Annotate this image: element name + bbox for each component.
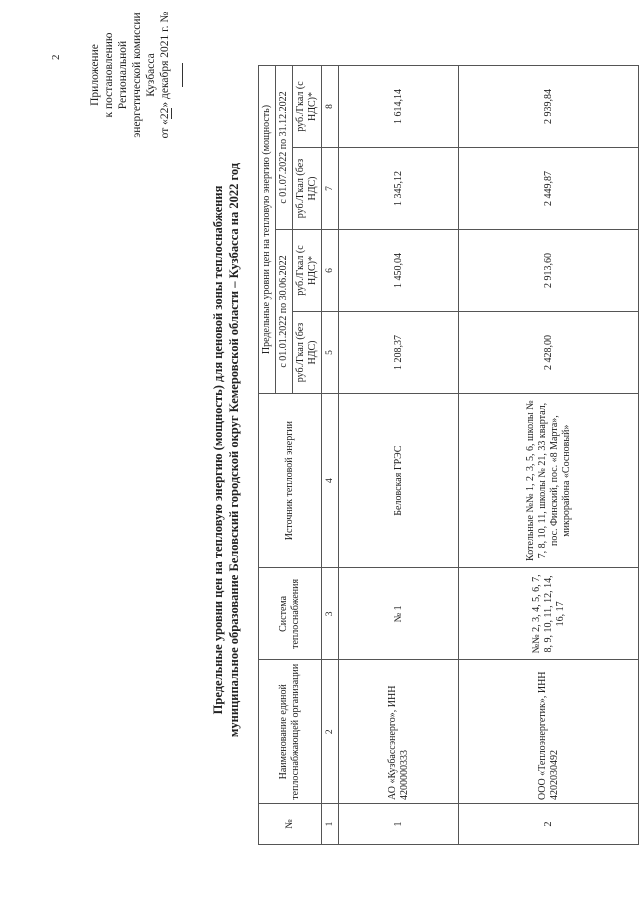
row-p2-incl: 1 614,14 xyxy=(339,66,459,148)
col-index: 4 xyxy=(322,394,339,568)
row-p1-incl: 1 450,04 xyxy=(339,230,459,312)
row-p2-excl: 2 449,87 xyxy=(459,148,639,230)
header-p1-incl: руб./Гкал (с НДС)* xyxy=(293,230,322,312)
header-num: № xyxy=(259,804,322,845)
col-index: 1 xyxy=(322,804,339,845)
appendix-block xyxy=(88,0,187,150)
header-p2-incl: руб./Гкал (с НДС)* xyxy=(293,66,322,148)
tariff-table xyxy=(258,65,639,845)
handwritten-number xyxy=(172,63,183,87)
row-p1-excl: 2 428,00 xyxy=(459,312,639,394)
row-p2-excl: 1 345,12 xyxy=(339,148,459,230)
table-row xyxy=(339,66,459,845)
col-index: 3 xyxy=(322,568,339,660)
row-num: 2 xyxy=(459,804,639,845)
appendix-line1: Приложение xyxy=(89,44,101,106)
appendix-date-prefix: от « xyxy=(159,119,171,139)
title-line1: Предельные уровни цен на тепловую энергию (мощность) для ценовой зоны теплоснабжения xyxy=(211,185,225,715)
appendix-line4 xyxy=(158,0,187,150)
row-source: Котельные №№ 1, 2, 3, 5, 6, школы № 7, 8, 10, 11, школы № 21, 33 квартал, пос. Финский, пос. «8 Марта», микрорайона «Сосновый» xyxy=(459,394,639,568)
header-period2: с 01.07.2022 по 31.12.2022 xyxy=(276,66,293,230)
row-system: №№ 2, 3, 4, 5, 6, 7, 8, 9, 10, 11, 12, 14, 16, 17 xyxy=(459,568,639,660)
row-p2-incl: 2 939,84 xyxy=(459,66,639,148)
row-p1-incl: 2 913,60 xyxy=(459,230,639,312)
header-p1-excl: руб./Гкал (без НДС) xyxy=(293,312,322,394)
header-p2-excl: руб./Гкал (без НДС) xyxy=(293,148,322,230)
row-system: № 1 xyxy=(339,568,459,660)
document-title xyxy=(210,125,242,775)
row-org: АО «Кузбассэнерго», ИНН 4200000333 xyxy=(339,660,459,804)
row-p1-excl: 1 208,37 xyxy=(339,312,459,394)
col-index: 7 xyxy=(322,148,339,230)
col-index: 8 xyxy=(322,66,339,148)
row-org: ООО «Теплоэнергетик», ИНН 4202030492 xyxy=(459,660,639,804)
title-line2: муниципальное образование Беловский городской округ Кемеровской области – Кузбасса на 2022 год xyxy=(227,162,241,738)
col-index: 5 xyxy=(322,312,339,394)
header-period1: с 01.01.2022 по 30.06.2022 xyxy=(276,230,293,394)
header-system: Система теплоснабжения xyxy=(259,568,322,660)
column-index-row xyxy=(322,66,339,845)
row-source: Беловская ГРЭС xyxy=(339,394,459,568)
appendix-line2: к постановлению Региональной xyxy=(103,32,129,118)
appendix-line3: энергетической комиссии Кузбасса xyxy=(131,12,157,138)
appendix-date-day: 22 xyxy=(159,107,171,120)
page-number: 2 xyxy=(50,54,62,60)
col-index: 6 xyxy=(322,230,339,312)
appendix-date-mid: » декабря 2021 г. № xyxy=(159,11,171,108)
col-index: 2 xyxy=(322,660,339,804)
header-source: Источник тепловой энергии xyxy=(259,394,322,568)
table-row xyxy=(459,66,639,845)
header-org: Наименование единой теплоснабжающей организации xyxy=(259,660,322,804)
row-num: 1 xyxy=(339,804,459,845)
header-limits: Предельные уровни цен на тепловую энергию (мощность) xyxy=(259,66,276,394)
